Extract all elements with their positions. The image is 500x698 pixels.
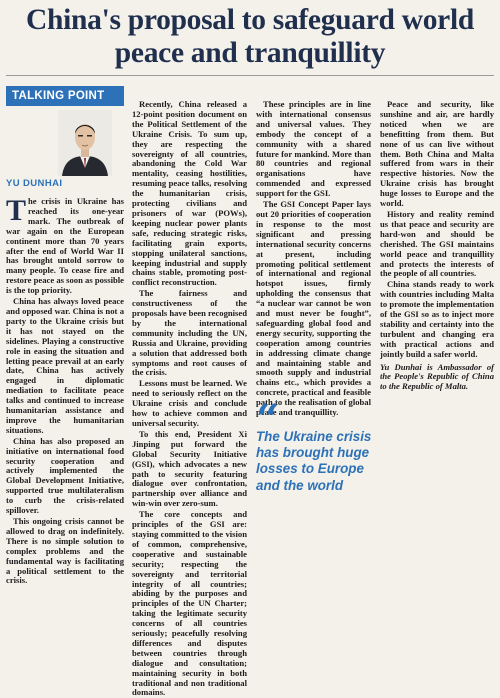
article-column-2 bbox=[132, 99, 247, 698]
article-column-4 bbox=[380, 100, 494, 537]
article-paragraph: The core concepts and principles of the GSI are: staying committed to the vision of common, comprehensive, cooperative and sustainable security; respecting the sovereignty and territorial integrity of all countries; abiding by the purposes and principles of the UN Charter; taking the legitimate security concerns of all countries seriously; peacefully resolving differences and disputes between countries through dialogue and consultation; maintaining security in both traditional and non traditional domains. bbox=[132, 509, 247, 698]
article-paragraph: China stands ready to work with countries including Malta to promote the implementation of the GSI so as to inject more stability and certainty into the turbulent and changing era with practical actions and jointly build a safer world. bbox=[380, 279, 494, 359]
article-paragraph: This ongoing crisis cannot be allowed to drag on indefinitely. There is no simple solution to complex problems and the fundamental way is facilitating a political settlement to the crisis. bbox=[6, 516, 124, 586]
author-portrait bbox=[58, 110, 112, 176]
drop-cap: T bbox=[6, 194, 27, 227]
article-paragraph: Peace and security, like sunshine and air, are hardly noticed when we are benefitting from them. But none of us can live without them. Both China and Malta suffered from wars in their respective histories. Now the Ukraine crisis has brought huge losses to Europe and the world. bbox=[380, 99, 494, 209]
headline-rule bbox=[6, 75, 494, 76]
quote-mark-icon: “ bbox=[256, 396, 280, 443]
author-signoff: Yu Dunhai is Ambassador of the People's Republic of China to the Republic of Malta. bbox=[380, 361, 494, 392]
article-paragraph: To this end, President Xi Jinping put forward the Global Security Initiative (GSI), which advocates a new path to security featuring dialogue over confrontation, partnership over alliance and win-win over zero-sum. bbox=[132, 428, 247, 509]
article-column-3 bbox=[256, 99, 371, 418]
article-paragraph: Recently, China released a 12-point position document on the Political Settlement of the Ukraine Crisis. To sum up, they are respecting the sovereignty of all countries, abandoning the Cold War mentality, ceasing hostilities, resuming peace talks, resolving the humanitarian crisis, protecting civilians and prisoners of war (POWs), keeping nuclear power plants safe, reducing strategic risks, facilitating grain exports, stopping unilateral sanctions, keeping industrial and supply chains stable, promoting post-conflict reconstruction. bbox=[132, 99, 247, 288]
pull-quote bbox=[256, 396, 374, 533]
article-column-1 bbox=[6, 194, 124, 586]
article-paragraph: Lessons must be learned. We need to seriously reflect on the Ukraine crisis and conclude how to achieve common and universal security. bbox=[132, 378, 247, 428]
pull-quote-text: The Ukraine crisis has brought huge losses to Europe and the world bbox=[256, 429, 372, 493]
author-byline: YU DUNHAI bbox=[6, 178, 63, 189]
article-paragraph: China has also proposed an initiative on international food security cooperation and actively implemented the Global Development Initiative, supported true multilateralism to curb the crisis-related spillover. bbox=[6, 435, 124, 516]
article-paragraph: China has always loved peace and opposed war. China is not a party to the Ukraine crisis but it has not stayed on the sidelines. Playing a constructive role in easing the situation and letting peace prevail at an early date, China has actively engaged in diplomatic mediation to facilitate peace talks and continued to increase humanitarian assistance and improve the humanitarian situations. bbox=[6, 296, 124, 435]
article-paragraph: The fairness and constructiveness of the proposals have been recognised by the international community including the UN, Russia and Ukraine, providing a solution that addressed both symptoms and root causes of the crisis. bbox=[132, 288, 247, 378]
article-paragraph: History and reality remind us that peace and security are hard-won and should be cherished. The GSI maintains world peace and tranquillity and protects the interests of the people of all countries. bbox=[380, 208, 494, 279]
article-paragraph: These principles are in line with international consensus and universal values. They embody the concept of a community with a shared future for mankind. More than 80 countries and regional organisations have commended and expressed support for the GSI. bbox=[256, 99, 371, 199]
section-label: TALKING POINT bbox=[6, 86, 124, 106]
author-photo-icon bbox=[58, 110, 112, 176]
headline: China's proposal to safeguard world peace and tranquillity bbox=[26, 4, 474, 69]
article-paragraph: The GSI Concept Paper lays out 20 priorities of cooperation in response to the most significant and pressing international security concerns at present, including promoting political settlement of international and regional hotspot issues, firmly upholding the consensus that “a nuclear war cannot be won and must never be fought”, safeguarding global food and energy security, supporting the cooperation among countries in addressing climate change and maintaining stable and smooth supply and industrial chains etc., which provides a concrete, practical and feasible path to the realisation of global peace and tranquillity. bbox=[256, 199, 371, 418]
article-paragraph: The crisis in Ukraine has reached its one-year mark. The outbreak of war again on the European continent more than 70 years after the end of World War II has brought untold sorrow to many people. To cease fire and restore peace as soon as possible is the top priority. bbox=[6, 194, 124, 296]
